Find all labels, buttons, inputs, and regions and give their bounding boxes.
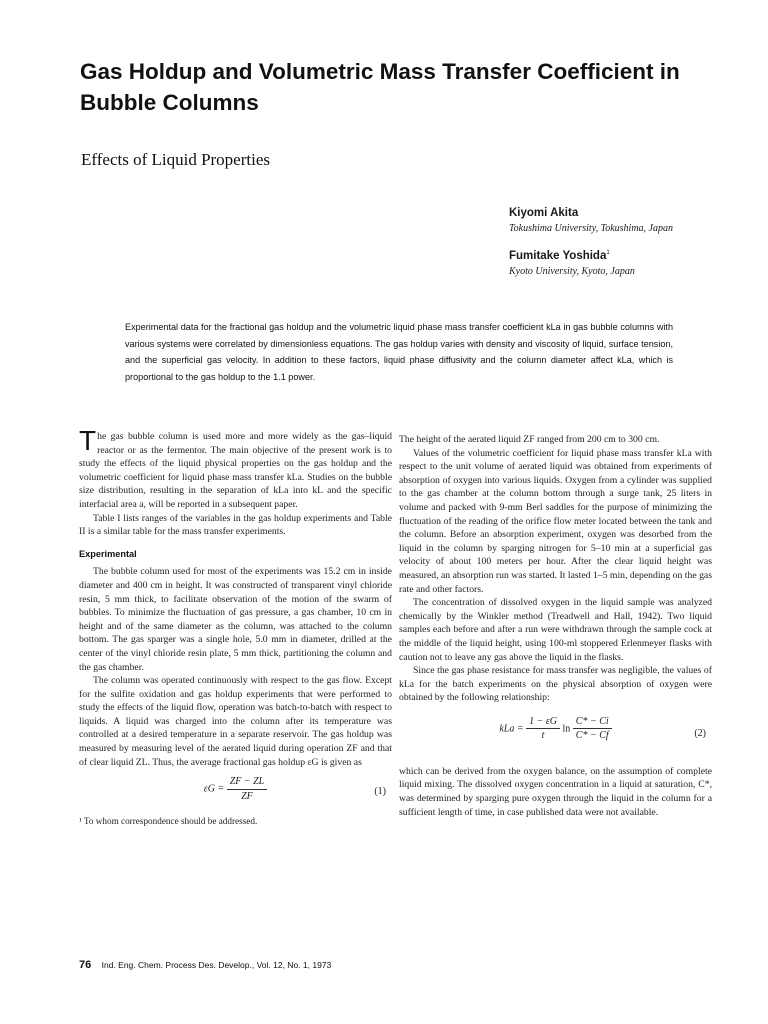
journal-citation: Ind. Eng. Chem. Process Des. Develop., Vol. 12, No. 1, 1973 [101,960,332,970]
intro-paragraph-2: Table I lists ranges of the variables in the gas holdup experiments and Table II is a similar table for the mass transfer experiments. [79,512,392,538]
equation-numerator: ZF − ZL [227,775,268,790]
ln-operator: ln [562,723,571,735]
equation-numerator: C* − Ci [573,715,612,730]
equation-denominator: C* − Cf [575,730,609,742]
equation-number: (1) [374,786,386,798]
section-heading: Experimental [79,548,137,559]
author-block-2 [509,250,635,277]
drop-cap: T [79,425,97,456]
experimental-paragraph-1: The bubble column used for most of the experiments was 15.2 cm in inside diameter and 400 cm in height. It was constructed of transparent vinyl chloride resin, 5 mm thick, to facilitate observation of the motion of the swarm of bubbles. To minimize the fluctuation of gas pressure, a gas chamber, 10 cm in height and of the same diameter as the column, was attached to the column bottom. The gas sparger was a single hole, 5.0 mm in diameter, drilled at the center of the vinyl chloride resin plate, 5 mm thick, partitioning the column and the gas chamber. [79,566,392,673]
experimental-paragraph-2: The column was operated continuously with respect to the gas flow. Except for the sulfite oxidation and gas holdup experiments that were performed to study the effects of the liquid flow, operation was batch-to-batch with respect to liquids. A liquid was charged into the column after its temperature was controlled at a desired temperature in a separate reservoir. The gas holdup was measured by measuring level of the aerated liquid during operation ZF and that of clear liquid ZL. Thus, the average fractional gas holdup εG is given as [79,675,392,768]
right-column [399,433,712,819]
page-footer [79,959,331,971]
equation-denominator: t [541,730,545,742]
article-title: Gas Holdup and Volumetric Mass Transfer Coefficient in Bubble Columns [80,59,680,115]
footnote: ¹ To whom correspondence should be addressed. [79,816,258,827]
intro-paragraph: The gas bubble column is used more and more widely as the gas–liquid reactor or as the fermentor. The main objective of the present work is to study the effects of the liquid physical properties on the gas holdup and the volumetric coefficient for liquid phase mass transfer kLa. Studies on the bubble size distribution, resulting in the separation of kLa into kL and the specific interfacial area a, will be reported in a subsequent paper. [79,425,392,510]
page-number: 76 [79,959,92,971]
equation-number: (2) [694,727,706,739]
equation-lhs: kLa = [499,723,524,735]
author-affiliation: Tokushima University, Tokushima, Japan [509,223,673,234]
paragraph: Since the gas phase resistance for mass transfer was negligible, the values of kLa for the batch experiments on the physical absorption of oxygen were obtained by the following relationship: [399,665,712,704]
equation-lhs: εG = [203,783,225,795]
author-block-1 [509,207,673,234]
left-column [79,425,392,829]
equation-numerator: 1 − εG [526,715,560,730]
paragraph: The height of the aerated liquid ZF ranged from 200 cm to 300 cm. [399,434,660,445]
author-name: Fumitake Yoshida$^1$ [509,250,610,262]
paragraph: which can be derived from the oxygen balance, on the assumption of complete liquid mixing. The dissolved oxygen concentration in a liquid at saturation, C*, was determined by sparging pure oxygen through the liquid in the column for a sufficient length of time, in case published data were not available. [399,765,712,818]
equation-1 [79,775,392,809]
article-subtitle: Effects of Liquid Properties [81,150,271,169]
equation-2 [399,715,712,755]
footnote-marker: 1 [606,250,610,257]
paragraph: Values of the volumetric coefficient for liquid phase mass transfer kLa with respect to the unit volume of aerated liquid was obtained from experiments of absorption of oxygen into various liquids. Oxygen from a cylinder was supplied to the gas chamber at the column bottom through a surge tank, 25 liters in volume and packed with 9-mm Berl saddles for the purpose of minimizing the fluctuation of the reading of the orifice flow meter located between the tank and the column. Before an absorption experiment, oxygen was desorbed from the liquid in the column by sparging nitrogen for 5–10 min at a superficial gas velocity of about 100 meters per hour. After the clear liquid height was measured, an absorption run was started. It lasted 1–5 min, depending on the gas rate and other factors. [399,447,712,595]
equation-denominator: ZF [241,790,253,802]
abstract: Experimental data for the fractional gas holdup and the volumetric liquid phase mass transfer coefficient kLa in gas bubble columns with various systems were correlated by dimensionless equations. The gas holdup varies with density and viscosity of liquid, surface tension, and the superficial gas velocity. In addition to these factors, liquid phase diffusivity and the column diameter affect kLa, which is proportional to the gas holdup to the 1.1 power. [125,322,673,382]
paragraph: The concentration of dissolved oxygen in the liquid sample was analyzed chemically by the Winkler method (Treadwell and Hall, 1942). Two liquid samples each before and after a run were withdrawn through the sample cock at the middle of the liquid height, using 100-ml stoppered Erlenmeyer flasks with caution not to leave any gas above the liquid in the flasks. [399,597,712,663]
author-affiliation: Kyoto University, Kyoto, Japan [509,266,635,277]
author-name: Kiyomi Akita [509,207,579,219]
